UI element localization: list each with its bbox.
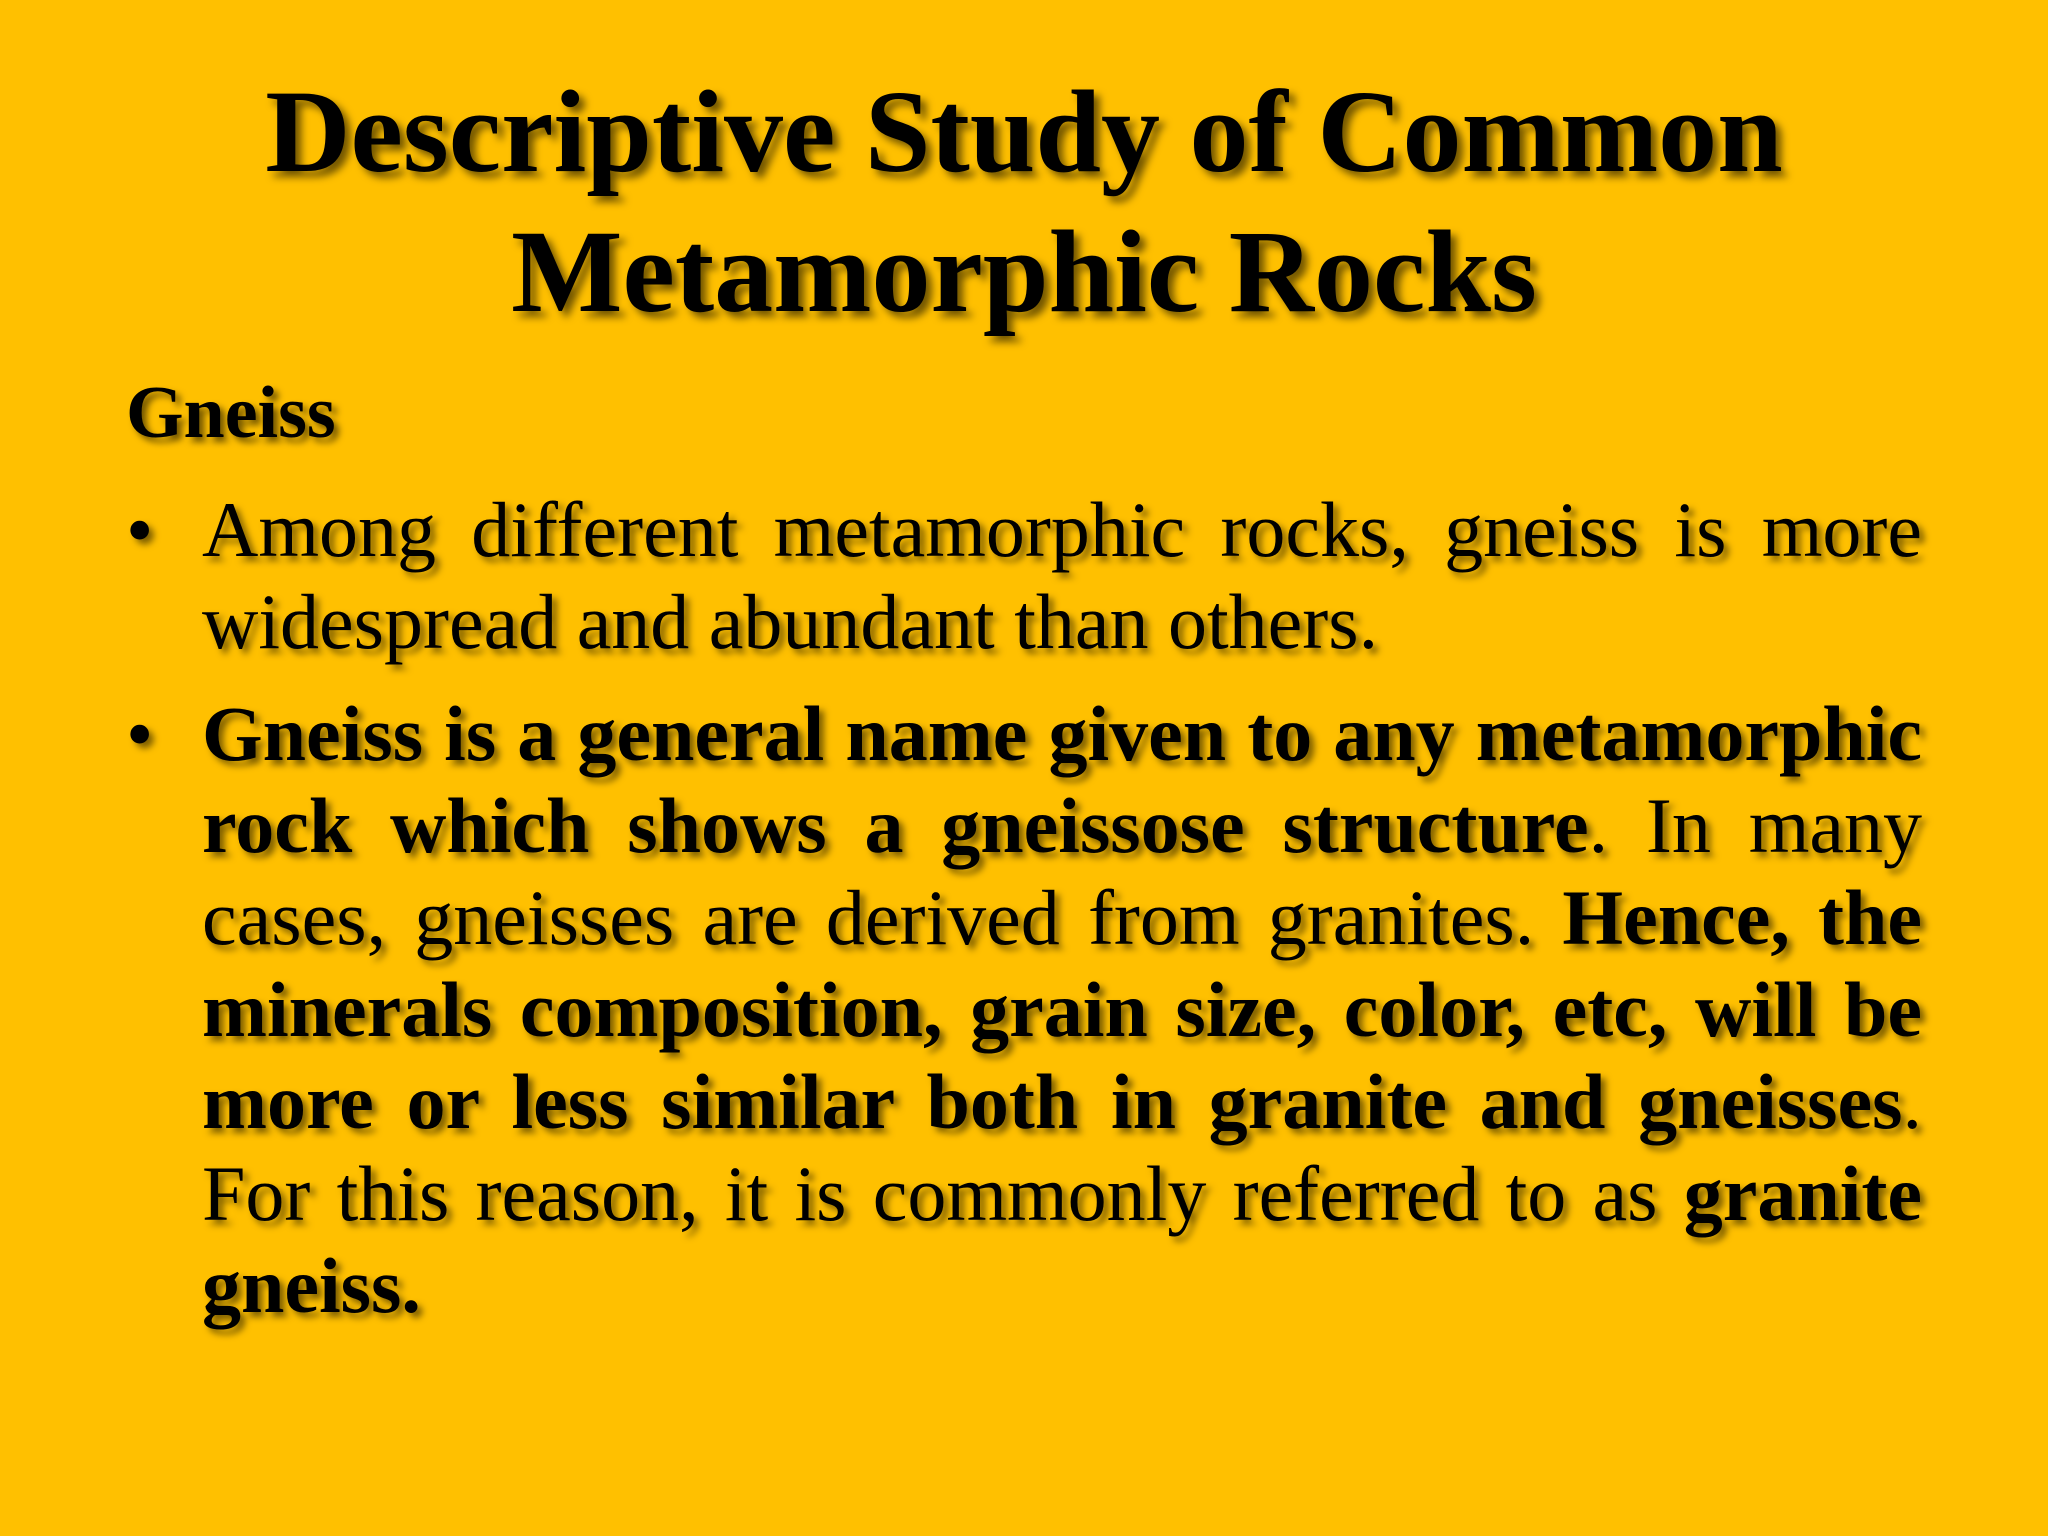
bullet-2-text-derivation: . In many cases, gneisses are derived from granites. bbox=[202, 782, 1923, 961]
bullet-icon: • bbox=[126, 486, 154, 573]
bullet-list bbox=[126, 484, 1922, 1332]
slide-title-line-1: Descriptive Study of Common bbox=[265, 66, 1783, 197]
slide-title bbox=[0, 62, 2048, 342]
bullet-2-bold-similarity: Hence, the minerals composition, grain size, color, etc, will be more or less similar both in granite and gneisses bbox=[202, 874, 1922, 1145]
slide-title-line-2: Metamorphic Rocks bbox=[511, 206, 1537, 337]
section-heading-gneiss: Gneiss bbox=[126, 372, 336, 454]
bullet-1-text: Among different metamorphic rocks, gneiss is more widespread and abundant than others. bbox=[202, 486, 1922, 665]
bullet-icon: • bbox=[126, 690, 154, 777]
bullet-2-text-reason: . For this reason, it is commonly referred to as bbox=[202, 1058, 1922, 1237]
bullet-item-2 bbox=[126, 688, 1922, 1332]
bullet-2-bold-definition: Gneiss is a general name given to any metamorphic rock which shows a gneissose structure bbox=[202, 690, 1922, 869]
bullet-2-bold-term: granite gneiss. bbox=[202, 1150, 1922, 1329]
bullet-item-1 bbox=[126, 484, 1922, 668]
